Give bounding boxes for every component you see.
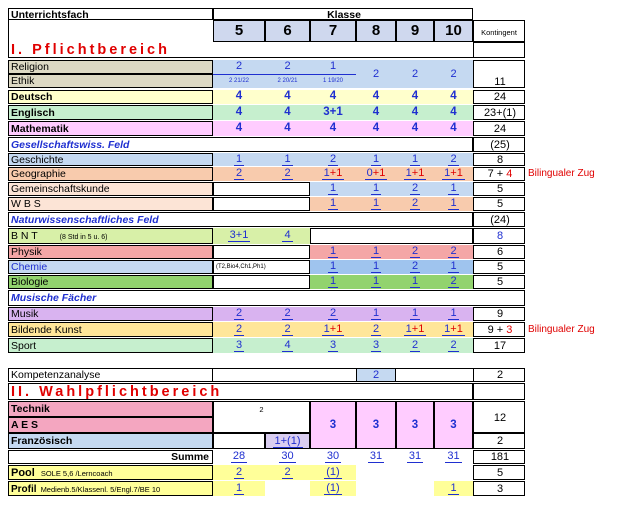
biologie-k: 5 [473, 275, 525, 289]
row-deutsch [8, 90, 525, 104]
row-kompetenz [8, 368, 525, 382]
summe-10: 31 [447, 450, 460, 462]
chemie-label: Chemie [8, 260, 213, 274]
englisch-8: 4 [356, 105, 396, 120]
grade-row [8, 20, 525, 42]
relethik-10: 2 [434, 60, 473, 88]
kunst-6: 2 [265, 322, 310, 337]
geschichte-7: 2 [310, 153, 356, 166]
geographie-6: 2 [265, 167, 310, 181]
geographie-7: 1+1 [310, 167, 356, 181]
sport-k: 17 [473, 338, 525, 353]
gesell-k: (25) [473, 137, 525, 152]
wahl-8: 3 [356, 401, 396, 449]
physik-k: 6 [473, 245, 525, 259]
ethik-7: 1 19/20 [310, 74, 356, 88]
englisch-6: 4 [265, 105, 310, 120]
profil-sub: Medienb.5/Klassenl. 5/Engl.7/BE 10 [40, 485, 161, 494]
physik-8: 1 [356, 245, 396, 259]
header-row-1 [8, 8, 525, 20]
row-religion-ethik [8, 60, 525, 88]
physik-7: 1 [310, 245, 356, 259]
ethik-6: 2 20/21 [265, 74, 310, 88]
bnt-6: 4 [265, 228, 310, 244]
geschichte-8: 1 [356, 153, 396, 166]
deutsch-6: 4 [265, 90, 310, 104]
geschichte-5: 1 [213, 153, 265, 166]
biologie-10: 2 [434, 275, 473, 289]
geographie-k: 7 + 4 [473, 167, 525, 181]
pool-5: 2 [213, 465, 265, 480]
wahl-9: 3 [396, 401, 434, 449]
row-musik [8, 307, 525, 321]
englisch-label: Englisch [8, 105, 213, 120]
row-englisch [8, 105, 525, 120]
row-bnt [8, 228, 525, 244]
pool-7: (1) [310, 465, 356, 480]
bnt-5: 3+1 [213, 228, 265, 244]
englisch-10: 4 [434, 105, 473, 120]
deutsch-label: Deutsch [8, 90, 213, 104]
kunst-bilingual-note: Bilingualer Zug [528, 324, 595, 335]
bnt-k: 8 [473, 228, 525, 244]
chemie-7: 1 [310, 260, 356, 274]
row-geschichte [8, 153, 525, 166]
pflicht-title: I. Pflichtbereich [8, 42, 473, 58]
kompetenz-k: 2 [473, 368, 525, 382]
mathe-6: 4 [265, 121, 310, 136]
pool-k: 5 [473, 465, 525, 480]
summe-label: Summe [8, 450, 213, 464]
relethik-k: 11 [473, 60, 525, 88]
pool-6: 2 [265, 465, 310, 480]
profil-label: Profil [11, 484, 37, 495]
religion-7: 1 [310, 60, 356, 74]
biologie-9: 1 [396, 275, 434, 289]
mathe-8: 4 [356, 121, 396, 136]
kontingent-header: Kontingent [473, 20, 525, 42]
wahl-7: 3 [310, 401, 356, 449]
religion-label: Religion [8, 60, 213, 74]
biologie-label: Biologie [8, 275, 213, 289]
geographie-10: 1+1 [434, 167, 473, 181]
chemie-9: 2 [396, 260, 434, 274]
mathe-7: 4 [310, 121, 356, 136]
profil-7: (1) [310, 481, 356, 496]
row-biologie [8, 275, 525, 289]
physik-label: Physik [8, 245, 213, 259]
musik-5: 2 [213, 307, 265, 321]
sport-9: 2 [396, 338, 434, 353]
bnt-label-cell [8, 228, 213, 244]
musik-6: 2 [265, 307, 310, 321]
row-physik [8, 245, 525, 259]
mathe-label: Mathematik [8, 121, 213, 136]
deutsch-5: 4 [213, 90, 265, 104]
deutsch-k: 24 [473, 90, 525, 104]
profil-k: 3 [473, 481, 525, 496]
geographie-9: 1+1 [396, 167, 434, 181]
deutsch-7: 4 [310, 90, 356, 104]
kunst-label: Bildende Kunst [8, 322, 213, 337]
pool-label: Pool [11, 467, 35, 479]
biologie-7: 1 [310, 275, 356, 289]
religion-6: 2 [265, 60, 310, 74]
wbs-k: 5 [473, 197, 525, 211]
row-profil [8, 481, 525, 496]
grade-9: 9 [396, 20, 434, 42]
musik-9: 1 [396, 307, 434, 321]
row-chemie [8, 260, 525, 274]
deutsch-8: 4 [356, 90, 396, 104]
profil-5: 1 [213, 481, 265, 496]
geographie-8: 0+1 [356, 167, 396, 181]
section-pflicht [8, 42, 525, 58]
kunst-5: 2 [213, 322, 265, 337]
biologie-8: 1 [356, 275, 396, 289]
relethik-8: 2 [356, 60, 396, 88]
grade-8: 8 [356, 20, 396, 42]
wahl-title: II. Wahlpflichtbereich [8, 383, 473, 400]
wahl-10: 3 [434, 401, 473, 449]
gk-9: 2 [396, 182, 434, 196]
physik-10: 2 [434, 245, 473, 259]
summe-7: 30 [326, 450, 340, 462]
row-gk [8, 182, 525, 196]
row-mathe [8, 121, 525, 136]
wbs-label: W B S [8, 197, 213, 211]
row-wbs [8, 197, 525, 211]
klasse-header: Klasse [213, 8, 473, 20]
section-musisch [8, 290, 525, 306]
gk-k: 5 [473, 182, 525, 196]
gk-label: Gemeinschaftskunde [8, 182, 213, 196]
bnt-label: B N T [11, 230, 38, 242]
englisch-5: 4 [213, 105, 265, 120]
physik-9: 2 [396, 245, 434, 259]
summe-9: 31 [408, 450, 422, 462]
sport-8: 3 [356, 338, 396, 353]
grade-6: 6 [265, 20, 310, 42]
chemie-8: 1 [356, 260, 396, 274]
englisch-7: 3+1 [310, 105, 356, 120]
fach-header: Unterrichtsfach [8, 8, 213, 20]
kunst-k: 9 + 3 [473, 322, 525, 337]
religion-5: 2 [213, 60, 265, 74]
geschichte-6: 1 [265, 153, 310, 166]
geschichte-9: 1 [396, 153, 434, 166]
geographie-bilingual-note: Bilingualer Zug [528, 168, 595, 179]
gk-8: 1 [356, 182, 396, 196]
geschichte-10: 2 [434, 153, 473, 166]
row-pool [8, 465, 525, 480]
relethik-9: 2 [396, 60, 434, 88]
wbs-9: 2 [396, 197, 434, 211]
mathe-5: 4 [213, 121, 265, 136]
wahl-k: 12 [473, 401, 525, 433]
grade-7: 7 [310, 20, 356, 42]
musik-10: 1 [434, 307, 473, 321]
profil-label-cell [8, 481, 213, 496]
gk-7: 1 [310, 182, 356, 196]
sport-7: 3 [310, 338, 356, 353]
natur-title: Naturwissenschaftliches Feld [8, 212, 473, 227]
chemie-note: (T2,Bio4,Ch1,Ph1) [213, 260, 310, 274]
natur-k: (24) [473, 212, 525, 227]
row-sport [8, 338, 525, 353]
summe-5: 28 [232, 450, 246, 462]
summe-6: 30 [281, 450, 294, 462]
sport-label: Sport [8, 338, 213, 353]
mathe-9: 4 [396, 121, 434, 136]
profil-10: 1 [434, 481, 473, 496]
geographie-label: Geographie [8, 167, 213, 181]
row-summe [8, 450, 525, 464]
kunst-8: 2 [356, 322, 396, 337]
wbs-8: 1 [356, 197, 396, 211]
englisch-k: 23+(1) [473, 105, 525, 120]
franz-k: 2 [473, 433, 525, 449]
grade-5: 5 [213, 20, 265, 42]
summe-k: 181 [473, 450, 525, 464]
wbs-7: 1 [310, 197, 356, 211]
section-gesell [8, 137, 525, 152]
pool-label-cell [8, 465, 213, 480]
ethik-5: 2 21/22 [213, 74, 265, 88]
musik-label: Musik [8, 307, 213, 321]
technik-label: Technik [8, 401, 213, 417]
gk-10: 1 [434, 182, 473, 196]
aes-label: A E S [8, 417, 213, 433]
sport-5: 3 [213, 338, 265, 353]
musisch-title: Musische Fächer [8, 290, 525, 306]
grade-10: 10 [434, 20, 473, 42]
kunst-9: 1+1 [396, 322, 434, 337]
bnt-sub: (8 Std in 5 u. 6) [59, 234, 108, 241]
ethik-label: Ethik [8, 74, 213, 88]
wahl-block [8, 401, 525, 449]
technik-note: 2 [213, 401, 310, 433]
kunst-7: 1+1 [310, 322, 356, 337]
musik-7: 2 [310, 307, 356, 321]
pool-sub: SOLE 5,6 /Lerncoach [40, 469, 113, 478]
geographie-5: 2 [213, 167, 265, 181]
chemie-10: 1 [434, 260, 473, 274]
sport-6: 4 [265, 338, 310, 353]
geschichte-label: Geschichte [8, 153, 213, 166]
wbs-10: 1 [434, 197, 473, 211]
englisch-9: 4 [396, 105, 434, 120]
kompetenz-8: 2 [356, 368, 396, 382]
deutsch-10: 4 [434, 90, 473, 104]
musik-k: 9 [473, 307, 525, 321]
kompetenz-label: Kompetenzanalyse [8, 368, 213, 382]
musik-8: 1 [356, 307, 396, 321]
row-kunst [8, 322, 525, 337]
summe-8: 31 [369, 450, 383, 462]
mathe-10: 4 [434, 121, 473, 136]
deutsch-9: 4 [396, 90, 434, 104]
section-wahl [8, 383, 525, 400]
sport-10: 2 [434, 338, 473, 353]
kunst-10: 1+1 [434, 322, 473, 337]
franz-label: Französisch [8, 433, 213, 449]
franz-6: 1+(1) [265, 433, 310, 449]
geschichte-k: 8 [473, 153, 525, 166]
section-natur [8, 212, 525, 227]
gesell-title: Gesellschaftswiss. Feld [8, 137, 473, 152]
chemie-k: 5 [473, 260, 525, 274]
mathe-k: 24 [473, 121, 525, 136]
row-geographie [8, 167, 525, 181]
